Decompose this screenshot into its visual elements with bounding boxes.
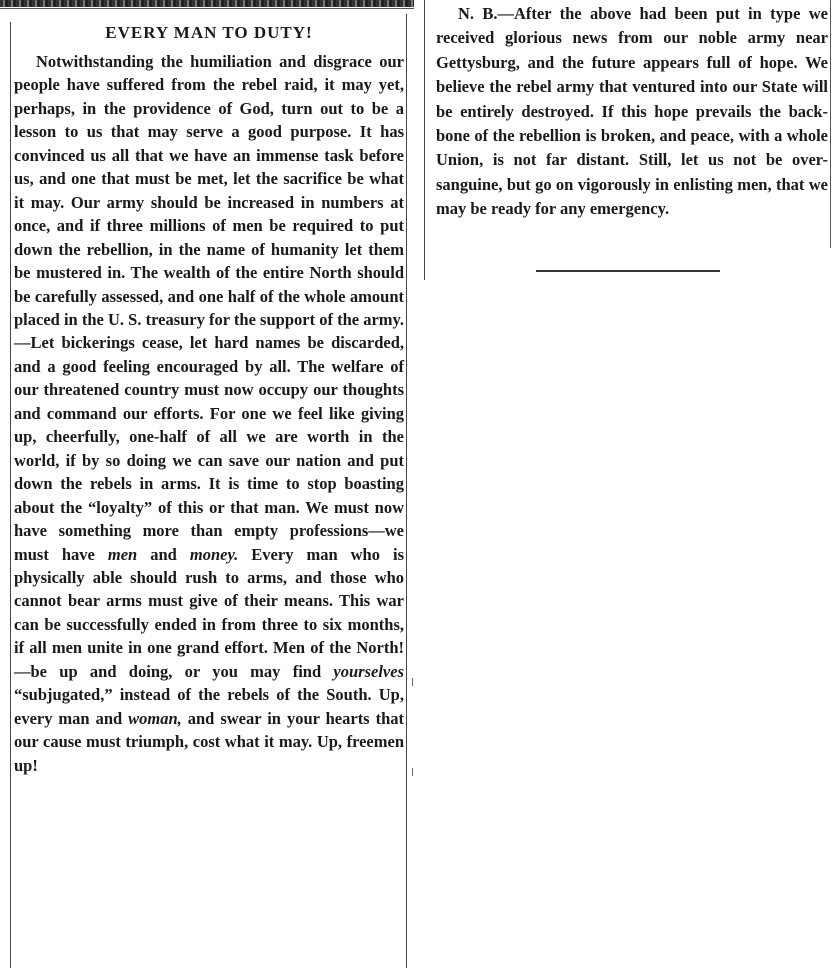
nb-note-body: N. B.—After the above had been put in type we received glorious news from our noble army near Gettysburg, and the future appears full of hope. We believe the rebel army that ventured into our State will be entirely destroyed. If this hope prevails the back-bone of the rebellion is broken, and peace, with a whole Union, is not far distant. Still, let us not be over-sanguine, but go on vigorously in enlisting men, that we may be ready for any emergency. [436,4,828,219]
article-text-2: and [137,544,190,564]
middle-column-rule [406,14,407,968]
article-emphasis-money: money. [189,544,239,564]
article-end-rule [536,270,720,272]
article-emphasis-yourselves: yourselves [333,661,404,681]
article-text-4: “subjugated,” instead of the rebels of the South. Up, every man and [14,685,404,728]
article-body [14,50,404,777]
article-text-3: Every man who is physically able should rush to arms, and those who cannot bear arms must give of their means. This war can be successfully ended in from three to six months, if all men unite in one grand effort. Men of the North! —be up and doing, or you may find [14,544,405,681]
top-border-rule [0,0,414,7]
top-border-thin-rule [0,8,414,9]
right-column-rule [830,0,831,248]
second-column-left-rule [424,0,425,280]
article-emphasis-woman: woman, [128,708,182,728]
article-text-1: Notwithstanding the humiliation and disgrace our people have suffered from the rebel raid, it may yet, perhaps, in the providence of God, turn out to be a lesson to us that may serve a good purpose. It has convinced us all that we have an immense task before us, and one that must be met, let the sacrifice be what it may. Our army should be increased in numbers at once, and if three millions of men be required to put down the rebellion, in the name of humanity let them be mustered in. The wealth of the entire North should be carefully assessed, and one half of the whole amount placed in the U. S. treasury for the support of the army.—Let bickerings cease, let hard names be discarded, and a good feeling encouraged by all. The welfare of our threatened country must now occupy our thoughts and command our efforts. For one we feel like giving up, cheerfully, one-half of all we are worth in the world, if by so doing we can save our nation and put down the rebels in arms. It is time to stop boasting about the “loyalty” of this or that man. We must now have something more than empty professions—we must have [14,52,404,564]
article-text-5: and swear in your hearts that our cause must triumph, cost what it may. Up, freemen up! [14,708,404,775]
margin-mark [412,678,413,686]
margin-mark [412,768,413,776]
article-column-right [436,2,828,222]
article-column-left [14,22,404,777]
article-emphasis-men: men [107,544,138,564]
article-headline: EVERY MAN TO DUTY! [105,23,313,42]
left-column-rule [10,22,11,968]
